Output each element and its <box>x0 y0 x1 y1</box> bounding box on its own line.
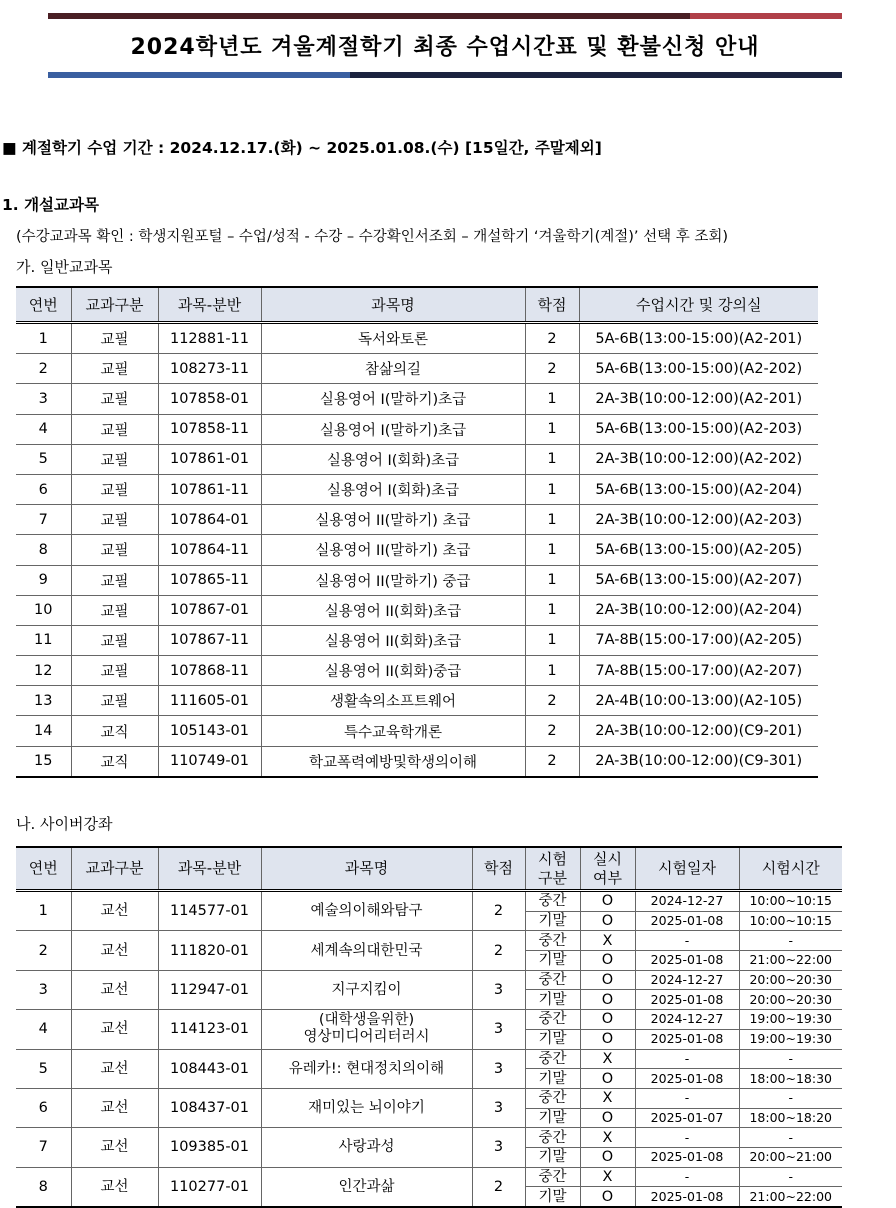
table-row <box>16 354 818 384</box>
title-top-bar <box>48 13 842 19</box>
exam-held: O <box>580 1029 635 1049</box>
exam-time: 20:00~21:00 <box>739 1147 842 1167</box>
row-number: 6 <box>16 474 71 504</box>
course-code: 112947-01 <box>158 970 261 1009</box>
class-time-room: 7A-8B(15:00-17:00)(A2-205) <box>579 625 818 655</box>
class-time-room: 2A-3B(10:00-12:00)(C9-301) <box>579 746 818 777</box>
course-credit: 1 <box>525 414 579 444</box>
table-row <box>16 414 818 444</box>
row-number: 12 <box>16 656 71 686</box>
table-row <box>16 686 818 716</box>
course-code: 107864-01 <box>158 505 261 535</box>
exam-time: 10:00~10:15 <box>739 911 842 931</box>
course-type: 교선 <box>71 1128 158 1167</box>
exam-kind: 기말 <box>525 1187 580 1207</box>
course-name: 실용영어 II(말하기) 초급 <box>261 535 525 565</box>
exam-kind: 중간 <box>525 931 580 951</box>
exam-held: O <box>580 1069 635 1089</box>
course-type: 교필 <box>71 354 158 384</box>
exam-held: X <box>580 1167 635 1187</box>
course-credit: 2 <box>525 354 579 384</box>
course-credit: 2 <box>525 323 579 354</box>
course-code: 111820-01 <box>158 931 261 970</box>
row-number: 9 <box>16 565 71 595</box>
course-credit: 2 <box>525 686 579 716</box>
exam-held: O <box>580 911 635 931</box>
course-credit: 1 <box>525 384 579 414</box>
exam-date: 2024-12-27 <box>635 970 739 990</box>
exam-held: O <box>580 891 635 912</box>
course-credit: 3 <box>472 1088 525 1127</box>
exam-date: - <box>635 1088 739 1108</box>
exam-time: 19:00~19:30 <box>739 1010 842 1030</box>
row-number: 15 <box>16 746 71 777</box>
general-header-0: 연번 <box>16 287 71 323</box>
exam-kind: 기말 <box>525 1029 580 1049</box>
row-number: 11 <box>16 625 71 655</box>
exam-held: X <box>580 1088 635 1108</box>
exam-time: 18:00~18:20 <box>739 1108 842 1128</box>
row-number: 4 <box>16 1010 71 1049</box>
general-header-1: 교과구분 <box>71 287 158 323</box>
course-credit: 2 <box>525 716 579 746</box>
exam-date: 2025-01-08 <box>635 1029 739 1049</box>
table-row <box>16 625 818 655</box>
exam-time: - <box>739 1049 842 1069</box>
row-number: 5 <box>16 444 71 474</box>
course-name: 인간과삶 <box>261 1167 472 1207</box>
class-time-room: 2A-3B(10:00-12:00)(A2-203) <box>579 505 818 535</box>
cyber-header-2: 과목-분반 <box>158 847 261 891</box>
course-credit: 2 <box>472 1167 525 1207</box>
course-type: 교필 <box>71 384 158 414</box>
course-name: 유레카!: 현대정치의이해 <box>261 1049 472 1088</box>
course-code: 112881-11 <box>158 323 261 354</box>
course-code: 107865-11 <box>158 565 261 595</box>
table-row <box>16 1010 842 1030</box>
cyber-header-4: 학점 <box>472 847 525 891</box>
cyber-header-7: 시험일자 <box>635 847 739 891</box>
course-name: 세계속의대한민국 <box>261 931 472 970</box>
course-name: 실용영어 II(회화)초급 <box>261 595 525 625</box>
course-type: 교선 <box>71 1010 158 1049</box>
course-credit: 2 <box>472 891 525 931</box>
exam-date: 2025-01-08 <box>635 1069 739 1089</box>
section-heading-courses: 1. 개설교과목 <box>2 196 99 214</box>
row-number: 7 <box>16 1128 71 1167</box>
course-type: 교직 <box>71 716 158 746</box>
exam-time: 10:00~10:15 <box>739 891 842 912</box>
course-credit: 1 <box>525 444 579 474</box>
class-time-room: 5A-6B(13:00-15:00)(A2-205) <box>579 535 818 565</box>
course-code: 108443-01 <box>158 1049 261 1088</box>
class-time-room: 2A-3B(10:00-12:00)(A2-202) <box>579 444 818 474</box>
cyber-header-3: 과목명 <box>261 847 472 891</box>
general-header-3: 과목명 <box>261 287 525 323</box>
course-type: 교필 <box>71 474 158 504</box>
table-row <box>16 1088 842 1108</box>
table-row <box>16 535 818 565</box>
course-credit: 1 <box>525 505 579 535</box>
table-row <box>16 970 842 990</box>
exam-time: 20:00~20:30 <box>739 990 842 1010</box>
exam-kind: 기말 <box>525 951 580 971</box>
table-row <box>16 716 818 746</box>
exam-date: 2025-01-08 <box>635 911 739 931</box>
exam-kind: 기말 <box>525 1147 580 1167</box>
exam-kind: 중간 <box>525 1088 580 1108</box>
row-number: 10 <box>16 595 71 625</box>
course-credit: 1 <box>525 565 579 595</box>
row-number: 6 <box>16 1088 71 1127</box>
course-credit: 3 <box>472 1010 525 1049</box>
course-credit: 3 <box>472 1049 525 1088</box>
course-name: (대학생을위한) 영상미디어리터러시 <box>261 1010 472 1049</box>
course-code: 107861-01 <box>158 444 261 474</box>
course-type: 교필 <box>71 505 158 535</box>
cyber-header-8: 시험시간 <box>739 847 842 891</box>
table-row <box>16 1049 842 1069</box>
exam-time: 21:00~22:00 <box>739 951 842 971</box>
course-code: 110749-01 <box>158 746 261 777</box>
course-credit: 3 <box>472 1128 525 1167</box>
exam-held: X <box>580 931 635 951</box>
exam-date: 2025-01-07 <box>635 1108 739 1128</box>
course-type: 교필 <box>71 323 158 354</box>
course-code: 110277-01 <box>158 1167 261 1207</box>
exam-kind: 중간 <box>525 1128 580 1148</box>
row-number: 7 <box>16 505 71 535</box>
general-header-4: 학점 <box>525 287 579 323</box>
row-number: 3 <box>16 970 71 1009</box>
course-name: 학교폭력예방및학생의이해 <box>261 746 525 777</box>
row-number: 13 <box>16 686 71 716</box>
course-type: 교선 <box>71 1049 158 1088</box>
page-title: 2024학년도 겨울계절학기 최종 수업시간표 및 환불신청 안내 <box>130 35 760 60</box>
table-row <box>16 444 818 474</box>
general-header-2: 과목-분반 <box>158 287 261 323</box>
course-code: 107864-11 <box>158 535 261 565</box>
cyber-header-6: 실시 여부 <box>580 847 635 891</box>
course-name: 실용영어 II(말하기) 중급 <box>261 565 525 595</box>
cyber-header-1: 교과구분 <box>71 847 158 891</box>
course-code: 107858-01 <box>158 384 261 414</box>
course-name: 실용영어 II(회화)중급 <box>261 656 525 686</box>
class-time-room: 2A-4B(10:00-13:00)(A2-105) <box>579 686 818 716</box>
table-row <box>16 891 842 912</box>
exam-time: - <box>739 931 842 951</box>
class-time-room: 7A-8B(15:00-17:00)(A2-207) <box>579 656 818 686</box>
exam-kind: 중간 <box>525 970 580 990</box>
exam-date: 2024-12-27 <box>635 891 739 912</box>
exam-date: 2025-01-08 <box>635 1147 739 1167</box>
row-number: 1 <box>16 891 71 931</box>
exam-date: - <box>635 931 739 951</box>
course-name: 실용영어 II(회화)초급 <box>261 625 525 655</box>
course-credit: 1 <box>525 656 579 686</box>
course-credit: 2 <box>525 746 579 777</box>
exam-date: 2025-01-08 <box>635 1187 739 1207</box>
exam-kind: 기말 <box>525 1108 580 1128</box>
row-number: 2 <box>16 354 71 384</box>
course-name: 재미있는 뇌이야기 <box>261 1088 472 1127</box>
course-code: 111605-01 <box>158 686 261 716</box>
course-type: 교필 <box>71 444 158 474</box>
course-code: 107867-11 <box>158 625 261 655</box>
table-row <box>16 931 842 951</box>
exam-time: - <box>739 1088 842 1108</box>
course-name: 실용영어 I(회화)초급 <box>261 474 525 504</box>
course-name: 실용영어 II(말하기) 초급 <box>261 505 525 535</box>
course-type: 교선 <box>71 891 158 931</box>
table-row <box>16 595 818 625</box>
exam-held: O <box>580 1010 635 1030</box>
course-name: 참삶의길 <box>261 354 525 384</box>
class-time-room: 2A-3B(10:00-12:00)(C9-201) <box>579 716 818 746</box>
exam-time: - <box>739 1128 842 1148</box>
course-name: 실용영어 I(말하기)초급 <box>261 414 525 444</box>
class-time-room: 5A-6B(13:00-15:00)(A2-207) <box>579 565 818 595</box>
class-time-room: 5A-6B(13:00-15:00)(A2-203) <box>579 414 818 444</box>
course-name: 실용영어 I(회화)초급 <box>261 444 525 474</box>
course-name: 사랑과성 <box>261 1128 472 1167</box>
exam-date: - <box>635 1049 739 1069</box>
general-courses-table <box>16 286 818 778</box>
course-code: 107858-11 <box>158 414 261 444</box>
exam-time: 21:00~22:00 <box>739 1187 842 1207</box>
course-name: 생활속의소프트웨어 <box>261 686 525 716</box>
general-header-5: 수업시간 및 강의실 <box>579 287 818 323</box>
course-credit: 1 <box>525 474 579 504</box>
exam-time: 19:00~19:30 <box>739 1029 842 1049</box>
course-type: 교선 <box>71 931 158 970</box>
course-code: 107867-01 <box>158 595 261 625</box>
course-code: 114577-01 <box>158 891 261 931</box>
course-type: 교필 <box>71 565 158 595</box>
course-type: 교선 <box>71 1088 158 1127</box>
course-type: 교필 <box>71 414 158 444</box>
exam-held: X <box>580 1128 635 1148</box>
course-code: 114123-01 <box>158 1010 261 1049</box>
table-row <box>16 656 818 686</box>
course-name: 특수교육학개론 <box>261 716 525 746</box>
exam-kind: 중간 <box>525 1049 580 1069</box>
exam-date: 2025-01-08 <box>635 951 739 971</box>
subsection-cyber: 나. 사이버강좌 <box>16 815 113 833</box>
course-name: 독서와토론 <box>261 323 525 354</box>
course-type: 교직 <box>71 746 158 777</box>
exam-date: - <box>635 1167 739 1187</box>
course-check-note: (수강교과목 확인 : 학생지원포털 – 수업/성적 - 수강 – 수강확인서조회 – 개설학기 ‘겨울학기(계절)’ 선택 후 조회) <box>16 229 729 245</box>
exam-date: 2025-01-08 <box>635 990 739 1010</box>
course-type: 교필 <box>71 686 158 716</box>
course-name: 예술의이해와탐구 <box>261 891 472 931</box>
exam-time: 20:00~20:30 <box>739 970 842 990</box>
table-row <box>16 746 818 777</box>
exam-held: O <box>580 990 635 1010</box>
table-row <box>16 1167 842 1187</box>
class-time-room: 2A-3B(10:00-12:00)(A2-204) <box>579 595 818 625</box>
semester-period: ■ 계절학기 수업 기간 : 2024.12.17.(화) ~ 2025.01.08.(수) [15일간, 주말제외] <box>2 139 602 157</box>
exam-time: 18:00~18:30 <box>739 1069 842 1089</box>
exam-held: O <box>580 970 635 990</box>
class-time-room: 2A-3B(10:00-12:00)(A2-201) <box>579 384 818 414</box>
row-number: 8 <box>16 1167 71 1207</box>
course-name: 지구지킴이 <box>261 970 472 1009</box>
exam-date: 2024-12-27 <box>635 1010 739 1030</box>
row-number: 2 <box>16 931 71 970</box>
course-code: 108437-01 <box>158 1088 261 1127</box>
course-type: 교필 <box>71 656 158 686</box>
table-row <box>16 384 818 414</box>
table-row <box>16 323 818 354</box>
course-code: 105143-01 <box>158 716 261 746</box>
exam-kind: 기말 <box>525 1069 580 1089</box>
course-type: 교필 <box>71 535 158 565</box>
exam-held: O <box>580 1147 635 1167</box>
exam-held: O <box>580 1187 635 1207</box>
exam-kind: 기말 <box>525 990 580 1010</box>
cyber-courses-table <box>16 846 842 1208</box>
exam-kind: 중간 <box>525 1010 580 1030</box>
course-type: 교필 <box>71 625 158 655</box>
course-code: 108273-11 <box>158 354 261 384</box>
table-row <box>16 474 818 504</box>
row-number: 5 <box>16 1049 71 1088</box>
course-credit: 2 <box>472 931 525 970</box>
title-bottom-bar <box>48 72 842 78</box>
row-number: 8 <box>16 535 71 565</box>
course-name: 실용영어 I(말하기)초급 <box>261 384 525 414</box>
class-time-room: 5A-6B(13:00-15:00)(A2-204) <box>579 474 818 504</box>
row-number: 3 <box>16 384 71 414</box>
course-code: 109385-01 <box>158 1128 261 1167</box>
exam-kind: 중간 <box>525 891 580 912</box>
exam-held: O <box>580 951 635 971</box>
subsection-general: 가. 일반교과목 <box>16 258 113 276</box>
row-number: 1 <box>16 323 71 354</box>
table-row <box>16 565 818 595</box>
course-credit: 1 <box>525 595 579 625</box>
course-type: 교선 <box>71 1167 158 1207</box>
cyber-header-5: 시험 구분 <box>525 847 580 891</box>
course-code: 107861-11 <box>158 474 261 504</box>
exam-kind: 기말 <box>525 911 580 931</box>
table-row <box>16 505 818 535</box>
class-time-room: 5A-6B(13:00-15:00)(A2-201) <box>579 323 818 354</box>
course-credit: 1 <box>525 535 579 565</box>
class-time-room: 5A-6B(13:00-15:00)(A2-202) <box>579 354 818 384</box>
row-number: 14 <box>16 716 71 746</box>
cyber-header-0: 연번 <box>16 847 71 891</box>
exam-time: - <box>739 1167 842 1187</box>
course-credit: 1 <box>525 625 579 655</box>
exam-held: O <box>580 1108 635 1128</box>
exam-date: - <box>635 1128 739 1148</box>
course-code: 107868-11 <box>158 656 261 686</box>
course-type: 교필 <box>71 595 158 625</box>
row-number: 4 <box>16 414 71 444</box>
course-credit: 3 <box>472 970 525 1009</box>
exam-held: X <box>580 1049 635 1069</box>
table-row <box>16 1128 842 1148</box>
course-type: 교선 <box>71 970 158 1009</box>
exam-kind: 중간 <box>525 1167 580 1187</box>
